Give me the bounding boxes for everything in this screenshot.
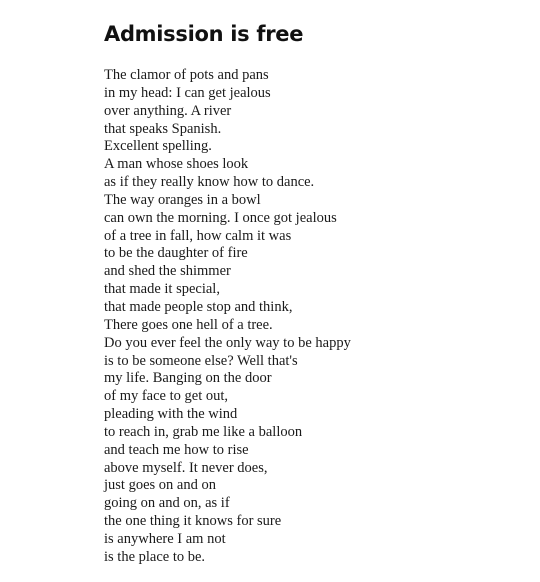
poem-line: above myself. It never does, (104, 459, 268, 476)
poem-line: in my head: I can get jealous (104, 84, 271, 101)
poem-line: A man whose shoes look (104, 156, 249, 173)
poem-line: pleading with the wind (104, 406, 238, 423)
poem-line: just goes on and on (104, 477, 216, 494)
poem-line: that made people stop and think, (104, 298, 293, 315)
poem-line: as if they really know how to dance. (104, 174, 315, 191)
poem-line: Do you ever feel the only way to be happy (104, 334, 351, 351)
poem-line: is anywhere I am not (104, 530, 226, 547)
poem-line: of a tree in fall, how calm it was (104, 227, 292, 244)
poem-line: that speaks Spanish. (104, 120, 222, 137)
poem-line: is to be someone else? Well that's (104, 352, 298, 369)
poem-title: Admission is free (104, 22, 304, 46)
poem-line: the one thing it knows for sure (104, 513, 282, 530)
poem-line: There goes one hell of a tree. (104, 316, 273, 333)
poem-line: that made it special, (104, 281, 220, 298)
poem-line: can own the morning. I once got jealous (104, 209, 337, 226)
poem-line: to be the daughter of fire (104, 245, 248, 262)
poem-line: over anything. A river (104, 102, 232, 119)
poem-line: going on and on, as if (104, 495, 230, 512)
poem-line: to reach in, grab me like a balloon (104, 423, 303, 440)
poem-line: and teach me how to rise (104, 441, 249, 458)
poem-line: my life. Banging on the door (104, 370, 272, 387)
poem-line: of my face to get out, (104, 388, 229, 405)
poem-body (104, 67, 351, 567)
poem-line: The way oranges in a bowl (104, 191, 261, 208)
poem-line: Excellent spelling. (104, 138, 212, 155)
poem-line: and shed the shimmer (104, 263, 231, 280)
poem-line: The clamor of pots and pans (104, 67, 269, 83)
poem-line: is the place to be. (104, 548, 206, 565)
